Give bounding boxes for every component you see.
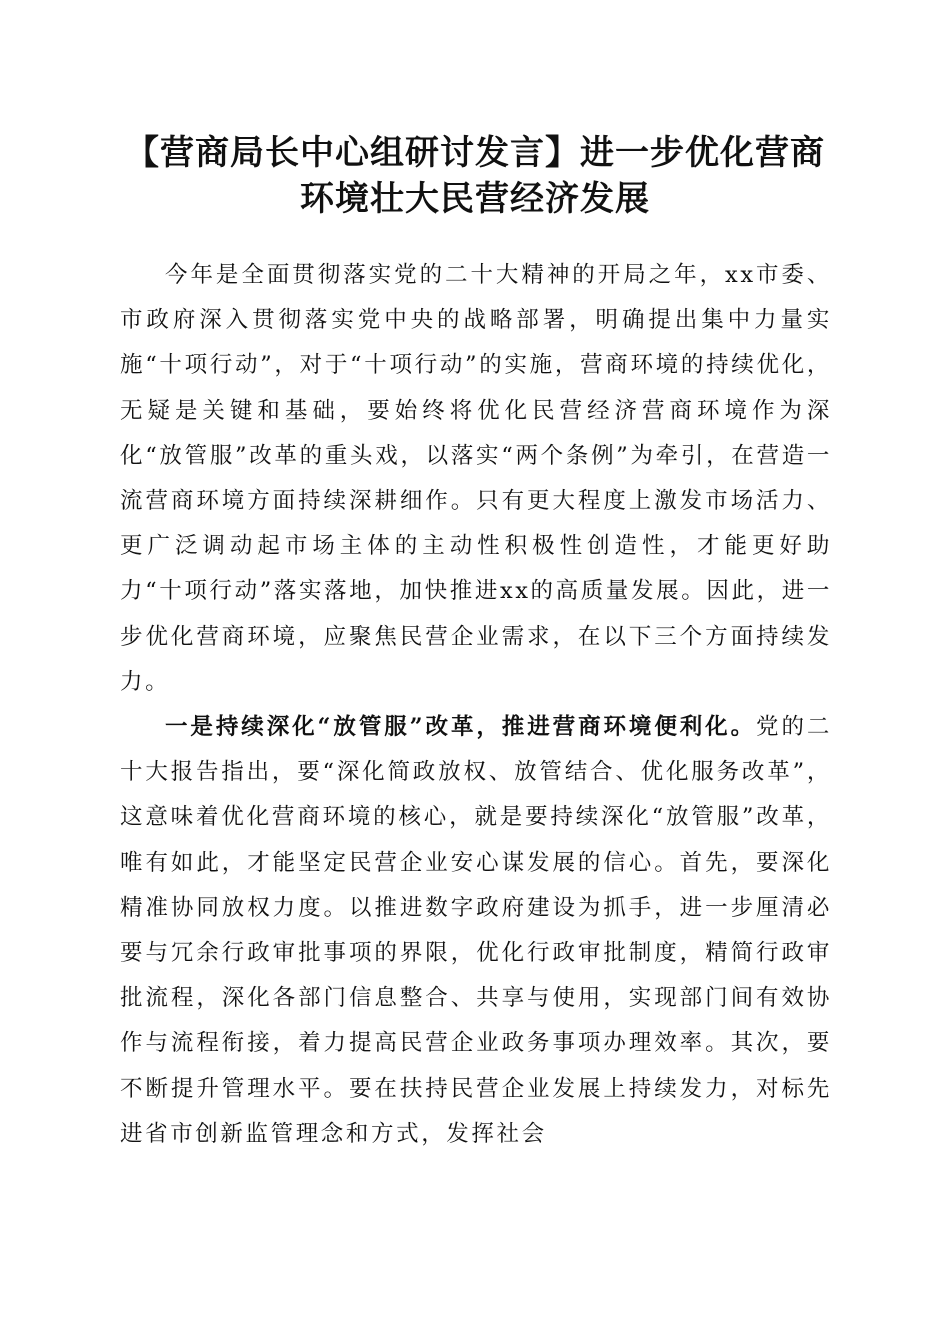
title-line-2: 环境壮大民营经济发展 — [300, 179, 650, 219]
paragraph-point-one-heading: 一是持续深化“放管服”改革，推进营商环境便利化。 — [165, 714, 757, 741]
paragraph-intro — [120, 253, 832, 705]
paragraph-intro-text: 今年是全面贯彻落实党的二十大精神的开局之年，xx市委、市政府深入贯彻落实党中央的战略部署，明确提出集中力量实施“十项行动”，对于“十项行动”的实施，营商环境的持续优化，无疑是关键和基础，要始终将优化民营经济营商环境作为深化“放管服”改革的重头戏，以落实“两个条例”为牵引，在营造一流营商环境方面持续深耕细作。只有更大程度上激发市场活力、更广泛调动起市场主体的主动性积极性创造性，才能更好助力“十项行动”落实落地，加快推进xx的高质量发展。因此，进一步优化营商环境，应聚焦民营企业需求，在以下三个方面持续发力。 — [120, 262, 832, 695]
paragraph-point-one-text: 党的二十大报告指出，要“深化简政放权、放管结合、优化服务改革”，这意味着优化营商环境的核心，就是要持续深化“放管服”改革，唯有如此，才能坚定民营企业安心谋发展的信心。首先，要深化精准协同放权力度。以推进数字政府建设为抓手，进一步厘清必要与冗余行政审批事项的界限，优化行政审批制度，精简行政审批流程，深化各部门信息整合、共享与使用，实现部门间有效协作与流程衔接，着力提高民营企业政务事项办理效率。其次，要不断提升管理水平。要在扶持民营企业发展上持续发力，对标先进省市创新监管理念和方式，发挥社会 — [120, 714, 832, 1147]
document-title — [100, 130, 850, 222]
paragraph-point-one — [120, 705, 832, 1157]
document-body — [120, 253, 832, 1157]
title-line-1: 【营商局长中心组研讨发言】进一步优化营商 — [125, 133, 825, 173]
